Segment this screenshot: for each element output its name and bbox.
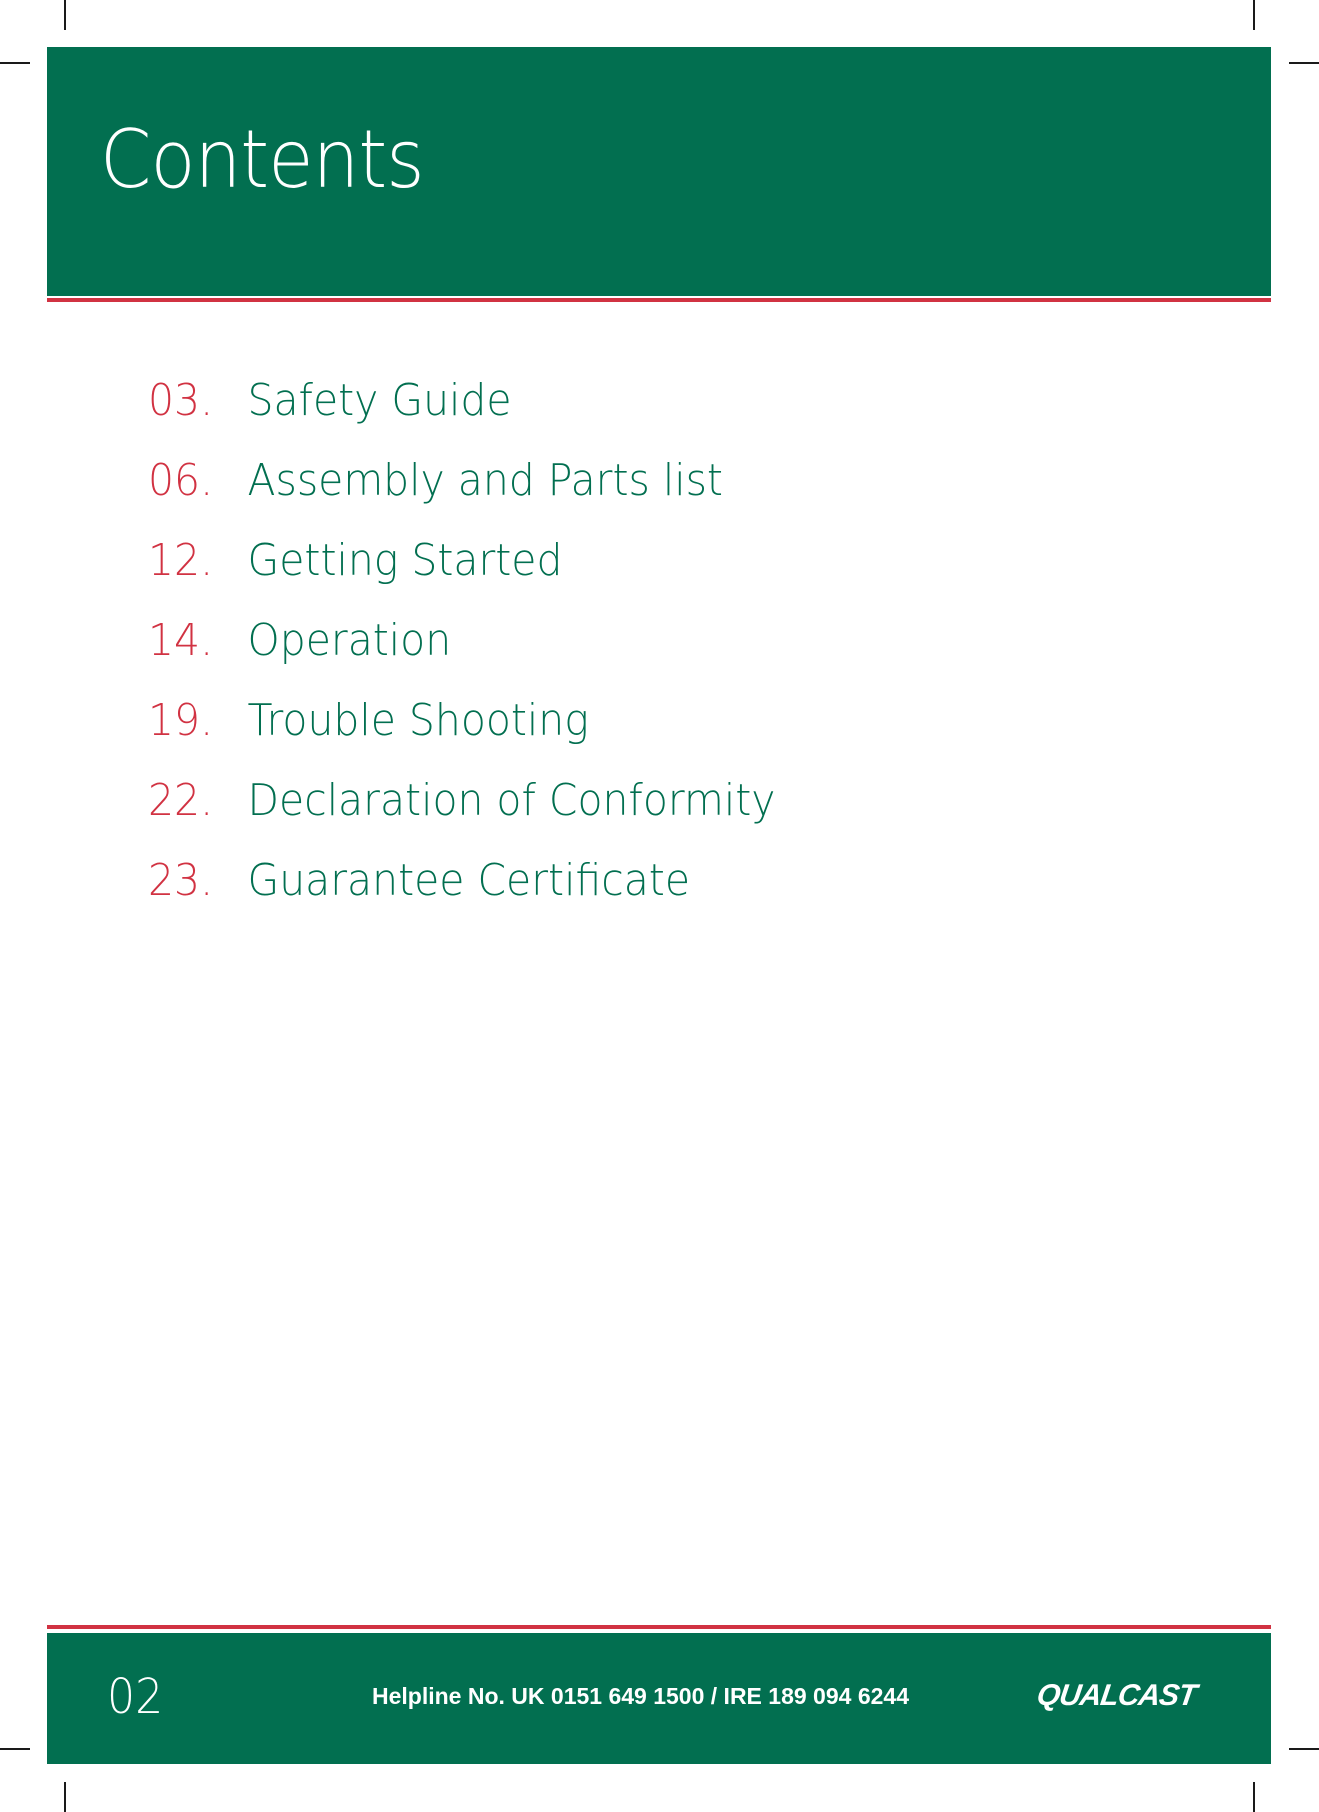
crop-mark [0, 1748, 30, 1750]
contents-item[interactable] [148, 360, 775, 440]
contents-page-number: 14. [148, 614, 214, 666]
footer-divider [47, 1625, 1271, 1629]
crop-mark [1253, 1782, 1255, 1812]
qualcast-logo: QUALCAST [1034, 1679, 1199, 1712]
contents-title: Assembly and Parts list [247, 454, 723, 506]
header-divider [47, 298, 1271, 302]
contents-page-number: 22. [148, 774, 214, 826]
contents-title: Operation [247, 614, 452, 666]
contents-page-number: 03. [148, 374, 214, 426]
contents-page-number: 12. [148, 534, 214, 586]
contents-item[interactable] [148, 840, 775, 920]
contents-item[interactable] [148, 680, 775, 760]
crop-mark [64, 0, 66, 30]
helpline-text: Helpline No. UK 0151 649 1500 / IRE 189 094 6244 [372, 1683, 909, 1709]
contents-title: Safety Guide [247, 374, 512, 426]
contents-list [148, 360, 823, 920]
crop-mark [64, 1782, 66, 1812]
page-title: Contents [100, 113, 424, 206]
contents-item[interactable] [148, 520, 775, 600]
contents-page-number: 06. [148, 454, 214, 506]
page-number: 02 [107, 1669, 164, 1725]
crop-mark [0, 62, 30, 64]
contents-item[interactable] [148, 600, 775, 680]
contents-item[interactable] [148, 760, 775, 840]
crop-mark [1289, 62, 1319, 64]
contents-title: Getting Started [247, 534, 563, 586]
contents-title: Trouble Shooting [247, 694, 589, 746]
contents-title: Declaration of Conformity [247, 774, 776, 826]
contents-title: Guarantee Certificate [247, 854, 691, 906]
crop-mark [1253, 0, 1255, 30]
contents-item[interactable] [148, 440, 775, 520]
contents-page-number: 19. [148, 694, 214, 746]
footer-band [47, 1633, 1271, 1764]
contents-page-number: 23. [148, 854, 214, 906]
crop-mark [1289, 1748, 1319, 1750]
